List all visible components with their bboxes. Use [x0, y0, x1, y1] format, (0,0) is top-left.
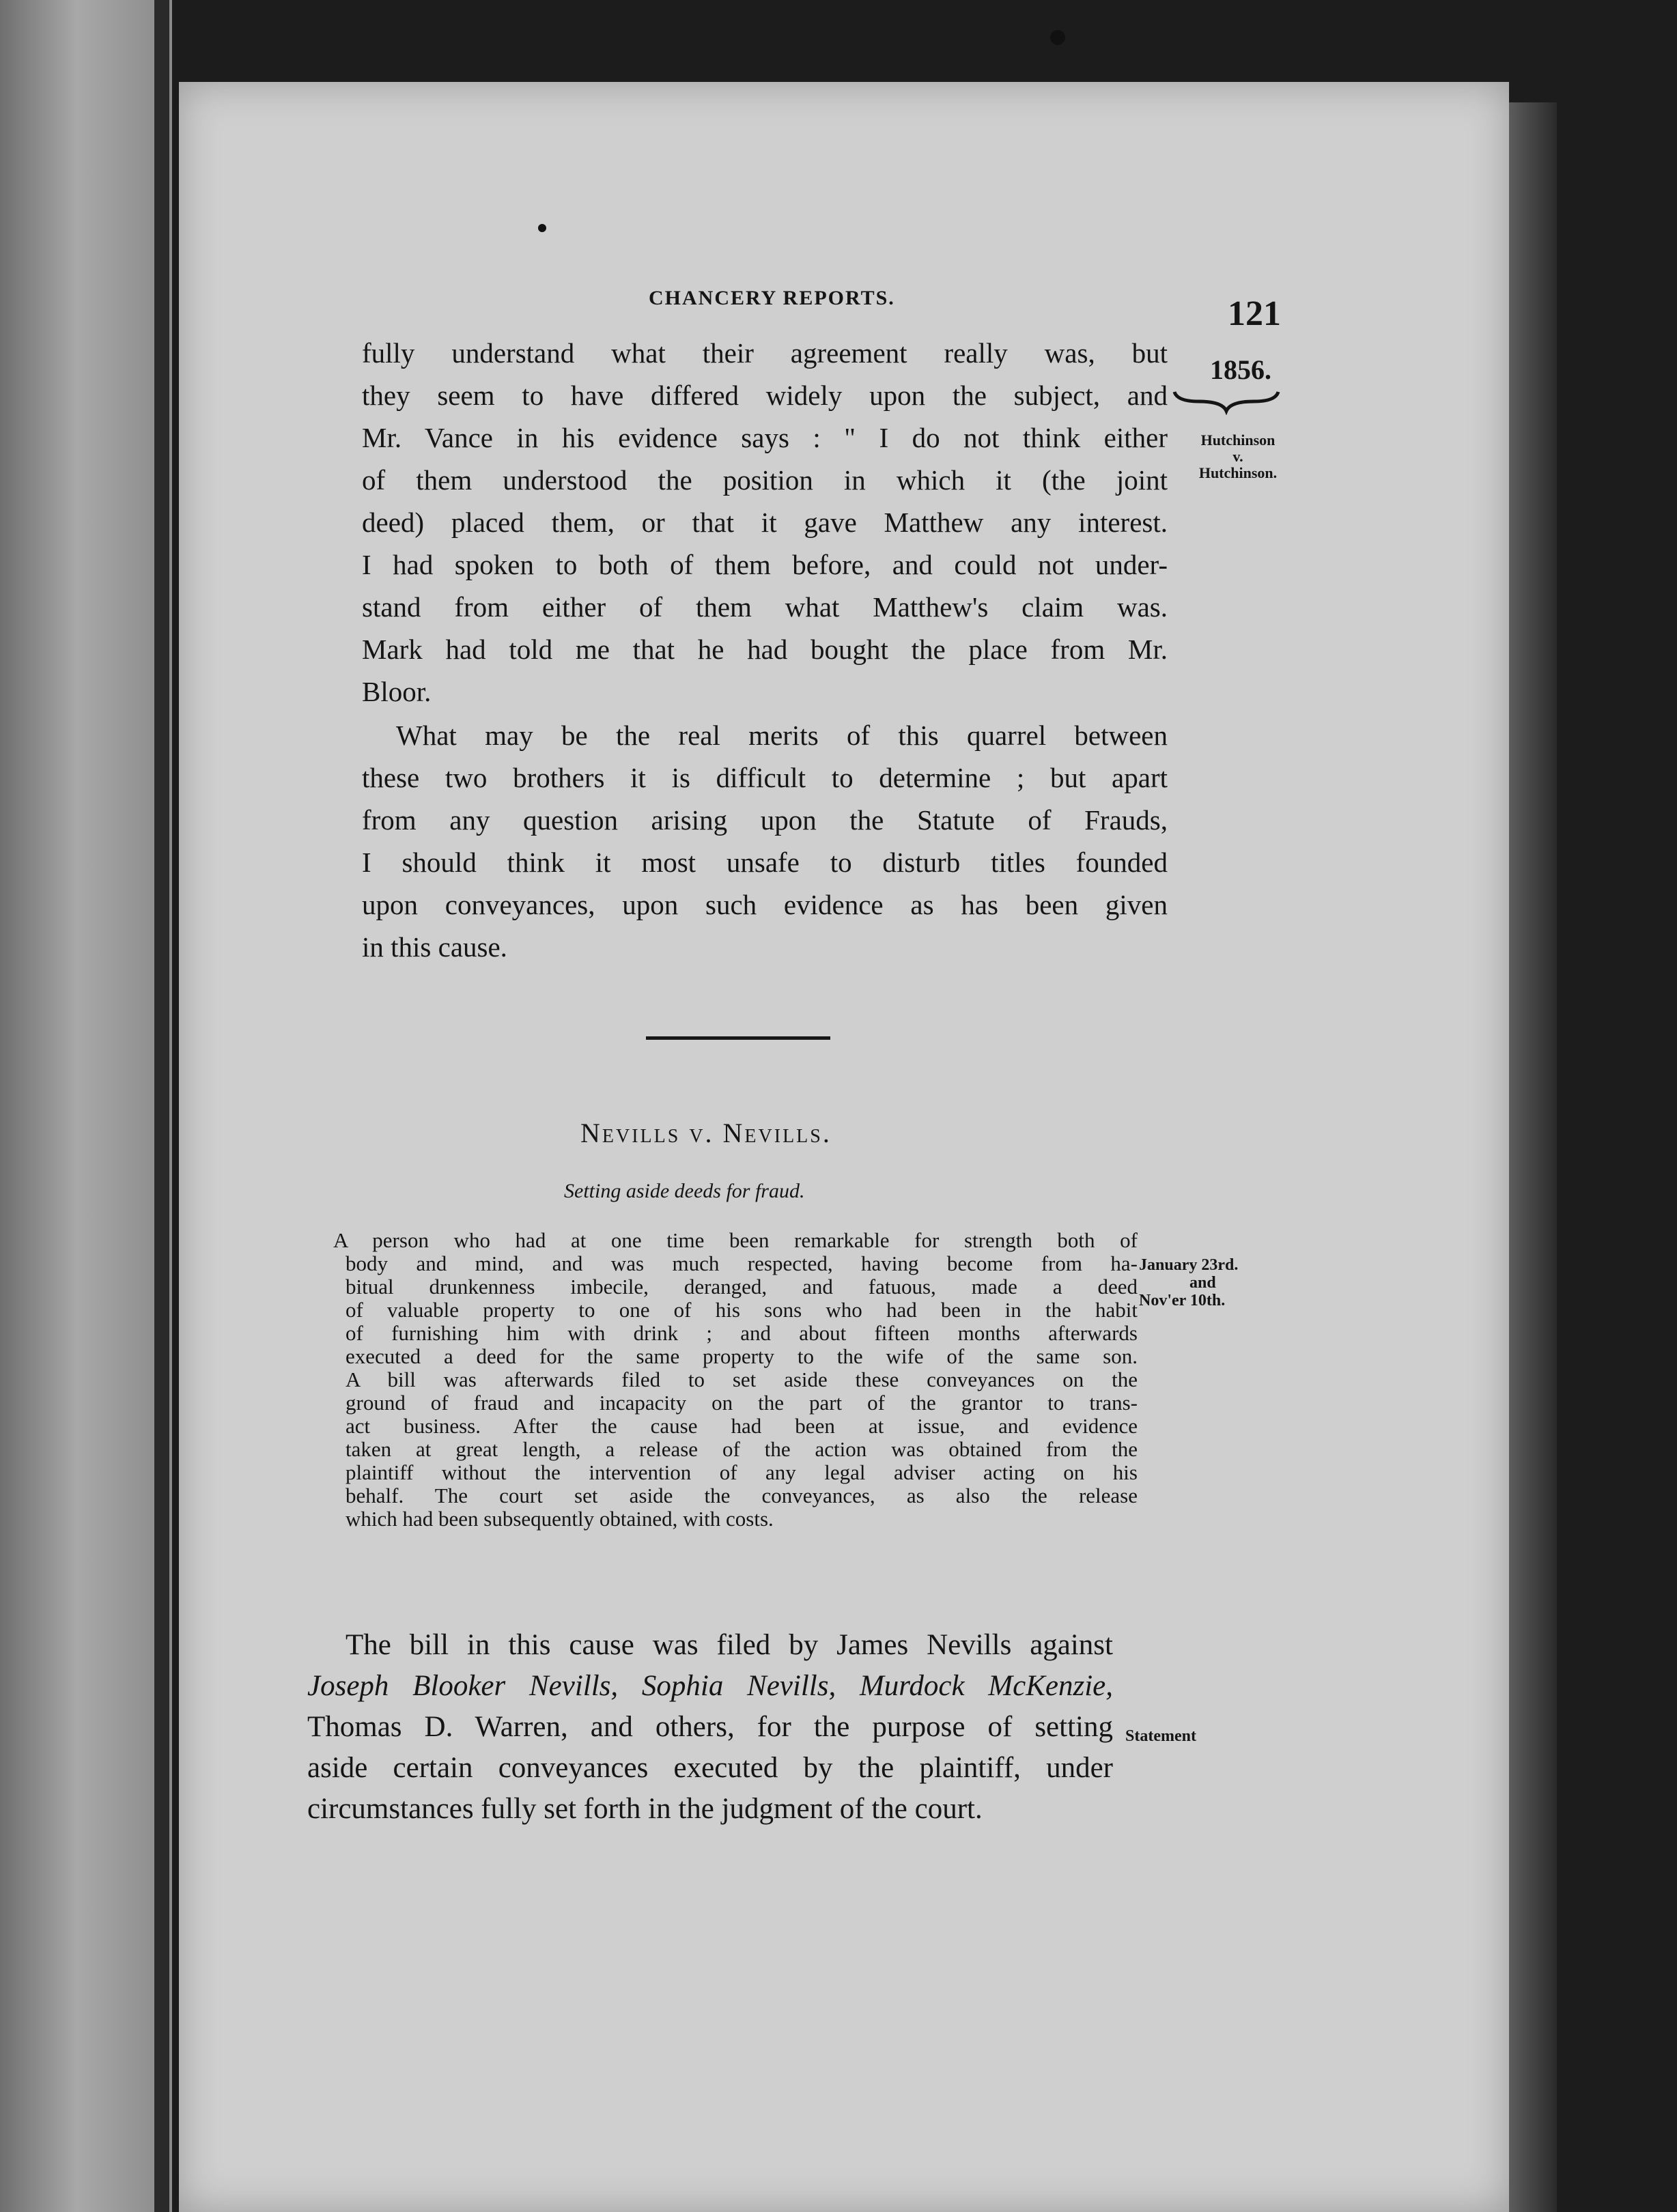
statement-paragraph — [307, 1625, 1113, 1830]
case-subtitle: Setting aside deeds for fraud. — [564, 1180, 805, 1202]
text-line: I should think it most unsafe to disturb titles founded — [362, 847, 1168, 878]
text-line: of them understood the position in which it (the joint — [362, 464, 1168, 496]
text-line: from any question arising upon the Statute of Frauds, — [362, 804, 1168, 836]
text-line: they seem to have differed widely upon the subject, and — [362, 380, 1168, 411]
headnote-line: plaintiff without the intervention of any legal adviser acting on his — [346, 1460, 1138, 1484]
headnote-line: A person who had at one time been remarkable for strength both of — [333, 1228, 1138, 1252]
text-line: The bill in this cause was filed by James Nevills against — [346, 1629, 1113, 1661]
text-line: Thomas D. Warren, and others, for the purpose of setting — [307, 1711, 1113, 1743]
text-line: deed) placed them, or that it gave Matthew any interest. — [362, 507, 1168, 538]
page-number: 121 — [1228, 294, 1281, 333]
paragraph-conclusion — [362, 714, 1168, 968]
margin-date-and: and — [1189, 1274, 1216, 1292]
text-line: Bloor. — [362, 676, 432, 707]
text-line: What may be the real merits of this quarrel between — [396, 720, 1168, 751]
text-line: aside certain conveyances executed by the plaintiff, under — [307, 1752, 1113, 1784]
text-line: I had spoken to both of them before, and could not under- — [362, 549, 1168, 580]
text-line: Joseph Blooker Nevills, Sophia Nevills, Murdock McKenzie, — [307, 1670, 1113, 1702]
margin-date-1: January 23rd. — [1139, 1256, 1239, 1274]
headnote-line: which had been subsequently obtained, with costs. — [346, 1507, 774, 1531]
text-line: these two brothers it is difficult to determine ; but apart — [362, 762, 1168, 793]
margin-statement-label: Statement — [1125, 1727, 1196, 1745]
headnote-line: behalf. The court set aside the conveyances, as also the release — [346, 1484, 1138, 1507]
margin-date-2: Nov'er 10th. — [1139, 1292, 1226, 1309]
margin-case-name-1: Hutchinson — [1200, 431, 1276, 449]
headnote-line: ground of fraud and incapacity on the part of the grantor to trans- — [346, 1391, 1138, 1415]
headnote-line: of furnishing him with drink ; and about fifteen months afterwards — [346, 1321, 1138, 1345]
headnote-line: executed a deed for the same property to the wife of the same son. — [346, 1344, 1138, 1368]
margin-year: 1856. — [1210, 354, 1271, 385]
headnote-line: bitual drunkenness imbecile, deranged, and fatuous, made a deed — [346, 1275, 1138, 1299]
adjacent-page-edge — [0, 0, 172, 2212]
headnote — [333, 1229, 1138, 1531]
text-line: upon conveyances, upon such evidence as has been given — [362, 889, 1168, 920]
text-line: Mark had told me that he had bought the place from Mr. — [362, 634, 1168, 665]
margin-case-v: v. — [1232, 448, 1243, 465]
headnote-line: A bill was afterwards filed to set aside these conveyances on the — [346, 1367, 1138, 1391]
headnote-line: of valuable property to one of his sons who had been in the habit — [346, 1298, 1138, 1322]
text-line: in this cause. — [362, 931, 507, 963]
margin-case-name-2: Hutchinson. — [1198, 464, 1278, 481]
ink-speck — [538, 224, 546, 232]
brace-icon — [1172, 388, 1281, 415]
ink-speck — [1050, 30, 1065, 45]
text-line: Mr. Vance in his evidence says : " I do not think either — [362, 422, 1168, 453]
case-title: Nevills v. Nevills. — [580, 1118, 832, 1148]
headnote-line: act business. After the cause had been at issue, and evidence — [346, 1414, 1138, 1438]
text-line: circumstances fully set forth in the judgment of the court. — [307, 1793, 983, 1825]
headnote-line: body and mind, and was much respected, having become from ha- — [346, 1251, 1138, 1275]
running-header: CHANCERY REPORTS. — [649, 287, 895, 309]
text-line: stand from either of them what Matthew's claim was. — [362, 591, 1168, 623]
headnote-line: taken at great length, a release of the action was obtained from the — [346, 1437, 1138, 1461]
text-line: fully understand what their agreement really was, but — [362, 337, 1168, 369]
paragraph-continued — [362, 332, 1168, 713]
section-divider — [646, 1036, 830, 1040]
